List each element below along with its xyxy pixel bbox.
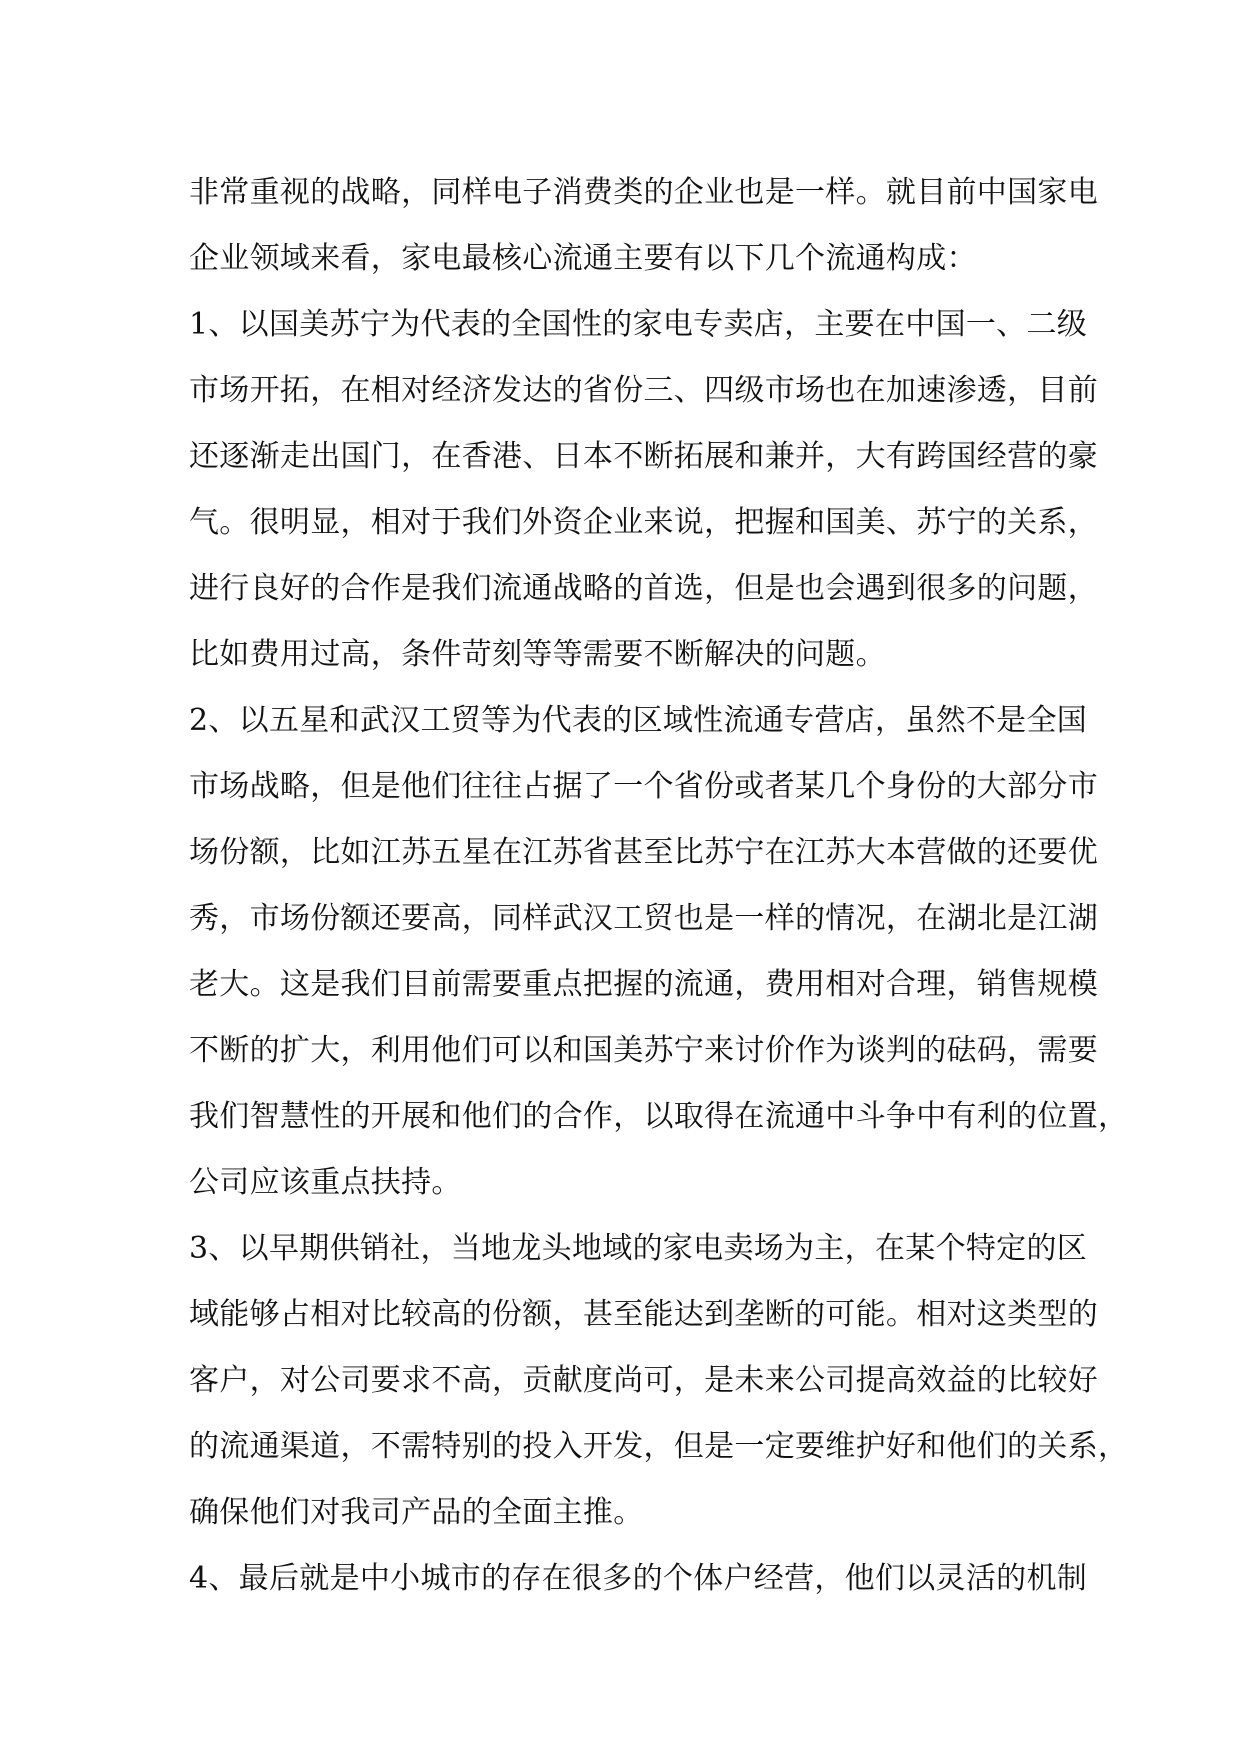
text-line: 我们智慧性的开展和他们的合作，以取得在流通中斗争中有利的位置， bbox=[189, 1099, 1129, 1134]
text-line: 非常重视的战略，同样电子消费类的企业也是一样。就目前中国家电 bbox=[189, 175, 1098, 210]
text-line: 的流通渠道，不需特别的投入开发，但是一定要维护好和他们的关系， bbox=[189, 1429, 1129, 1464]
text-line: 比如费用过高，条件苛刻等等需要不断解决的问题。 bbox=[189, 637, 886, 672]
text-line: 秀，市场份额还要高，同样武汉工贸也是一样的情况，在湖北是江湖 bbox=[189, 901, 1098, 936]
text-line: 域能够占相对比较高的份额，甚至能达到垄断的可能。相对这类型的 bbox=[189, 1297, 1098, 1332]
text-line: 老大。这是我们目前需要重点把握的流通，费用相对合理，销售规模 bbox=[189, 967, 1098, 1002]
text-line: 公司应该重点扶持。 bbox=[189, 1165, 462, 1200]
body-text bbox=[189, 160, 1129, 1612]
text-line: 确保他们对我司产品的全面主推。 bbox=[189, 1495, 644, 1530]
text-line: 场份额，比如江苏五星在江苏省甚至比苏宁在江苏大本营做的还要优 bbox=[189, 835, 1098, 870]
text-line: 企业领域来看，家电最核心流通主要有以下几个流通构成： bbox=[189, 241, 977, 276]
text-line: 不断的扩大，利用他们可以和国美苏宁来讨价作为谈判的砝码，需要 bbox=[189, 1033, 1098, 1068]
text-line: 气。很明显，相对于我们外资企业来说，把握和国美、苏宁的关系， bbox=[189, 505, 1098, 540]
text-line: 2、以五星和武汉工贸等为代表的区域性流通专营店，虽然不是全国 bbox=[189, 703, 1088, 738]
text-line: 1、以国美苏宁为代表的全国性的家电专卖店，主要在中国一、二级 bbox=[189, 307, 1088, 342]
text-line: 3、以早期供销社，当地龙头地域的家电卖场为主，在某个特定的区 bbox=[189, 1231, 1088, 1266]
text-line: 4、最后就是中小城市的存在很多的个体户经营，他们以灵活的机制 bbox=[189, 1561, 1088, 1596]
text-line: 市场战略，但是他们往往占据了一个省份或者某几个身份的大部分市 bbox=[189, 769, 1098, 804]
text-line: 市场开拓，在相对经济发达的省份三、四级市场也在加速渗透，目前 bbox=[189, 373, 1098, 408]
text-line: 还逐渐走出国门，在香港、日本不断拓展和兼并，大有跨国经营的豪 bbox=[189, 439, 1098, 474]
text-line: 进行良好的合作是我们流通战略的首选，但是也会遇到很多的问题， bbox=[189, 571, 1098, 606]
text-line: 客户，对公司要求不高，贡献度尚可，是未来公司提高效益的比较好 bbox=[189, 1363, 1098, 1398]
